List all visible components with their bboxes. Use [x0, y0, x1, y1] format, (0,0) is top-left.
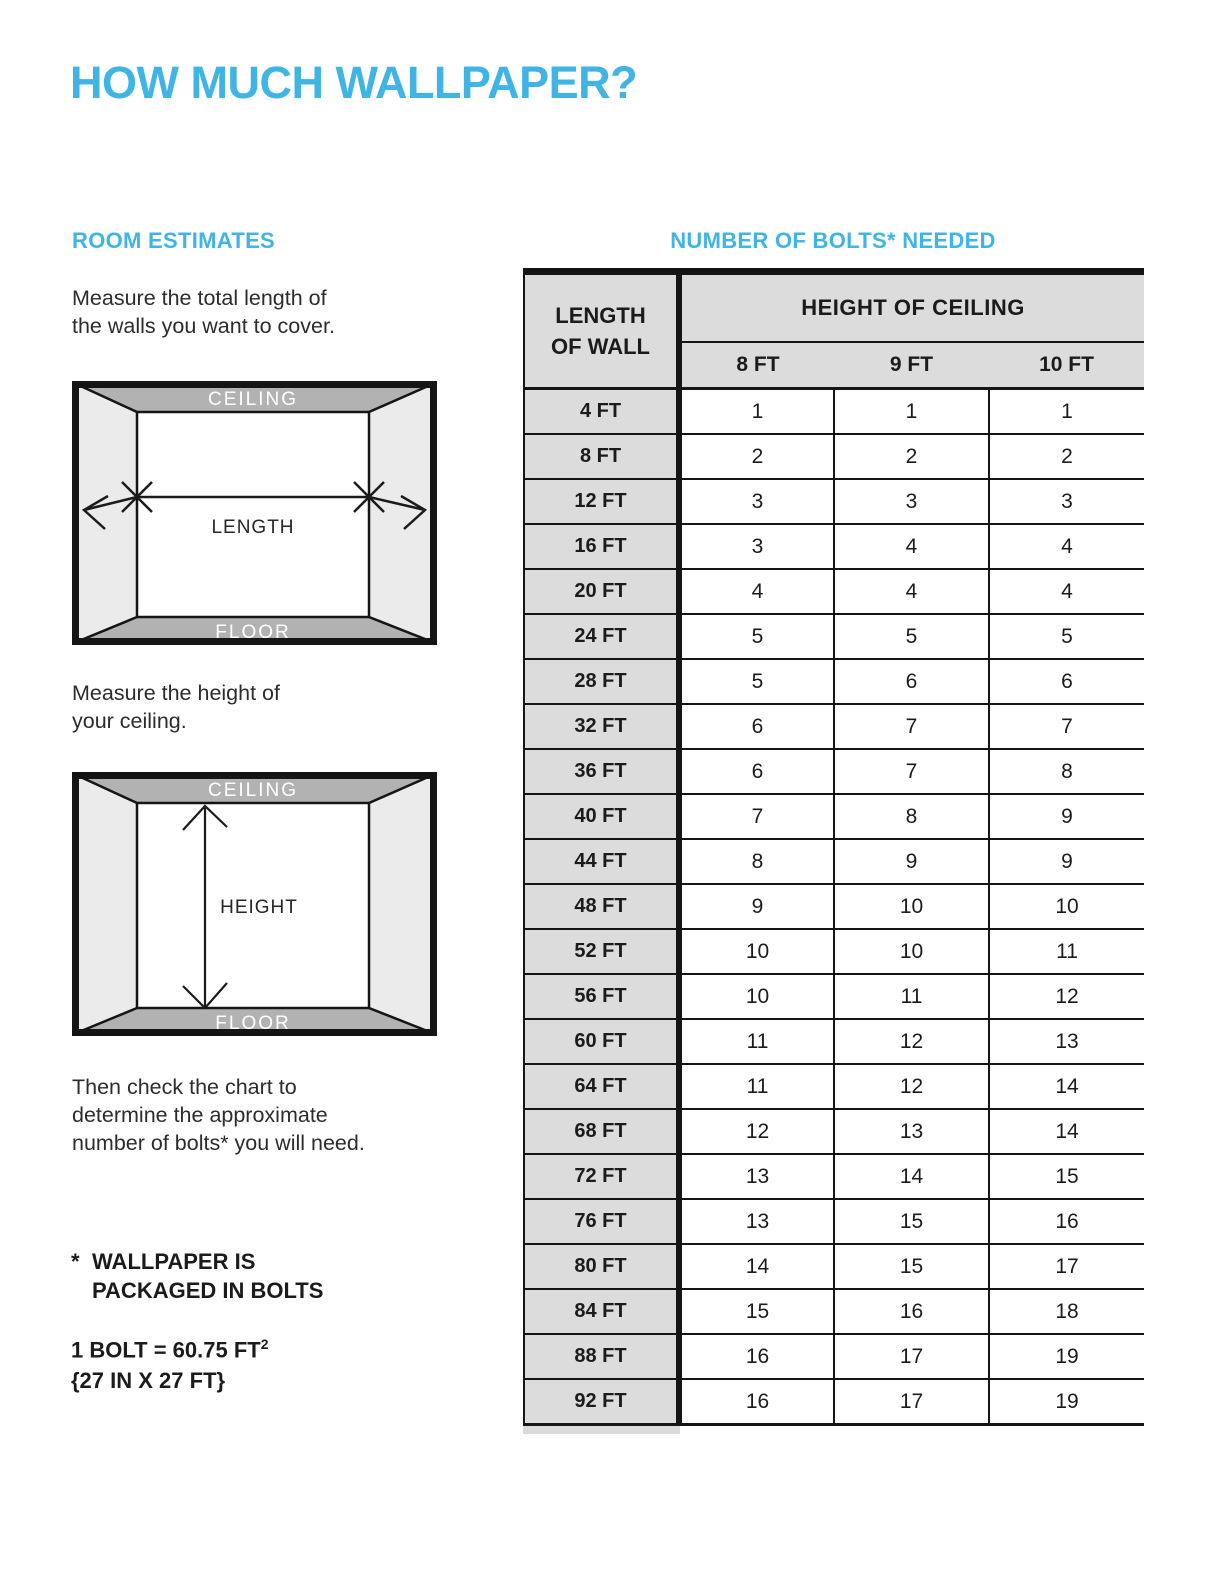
table-row: [524, 1109, 1144, 1154]
table-row: [524, 1019, 1144, 1064]
bolt-equation-text: 1 BOLT = 60.75 FT: [71, 1337, 261, 1363]
bolts-cell: 14: [679, 1244, 834, 1289]
wall-length-cell: 60 FT: [524, 1019, 679, 1064]
bolts-cell: 10: [679, 974, 834, 1019]
bolts-cell: 18: [989, 1289, 1144, 1334]
bolts-cell: 8: [989, 749, 1144, 794]
floor-label: FLOOR: [215, 622, 291, 643]
footnote-line: WALLPAPER IS: [92, 1249, 256, 1274]
bolts-cell: 14: [989, 1064, 1144, 1109]
bolts-cell: 12: [989, 974, 1144, 1019]
table-row: [524, 1379, 1144, 1425]
wall-length-cell: 56 FT: [524, 974, 679, 1019]
table-row: [524, 1064, 1144, 1109]
wall-length-cell: 64 FT: [524, 1064, 679, 1109]
left-wall-surface: [72, 772, 137, 1036]
wall-length-cell: 80 FT: [524, 1244, 679, 1289]
table-row: [524, 1154, 1144, 1199]
bolts-cell: 19: [989, 1379, 1144, 1425]
table-row: [524, 479, 1144, 524]
bolts-cell: 4: [834, 569, 989, 614]
wall-length-cell: 76 FT: [524, 1199, 679, 1244]
back-wall-surface: [137, 412, 369, 617]
bolts-cell: 3: [679, 524, 834, 569]
wall-length-cell: 72 FT: [524, 1154, 679, 1199]
table-row: [524, 974, 1144, 1019]
bolts-cell: 3: [834, 479, 989, 524]
room-estimates-heading: ROOM ESTIMATES: [72, 228, 276, 253]
bolts-cell: 13: [679, 1154, 834, 1199]
table-left-column-shadow: [523, 1426, 680, 1434]
bolts-cell: 12: [679, 1109, 834, 1154]
bolts-cell: 15: [834, 1244, 989, 1289]
bolts-cell: 17: [834, 1334, 989, 1379]
table-row: [524, 929, 1144, 974]
bolts-cell: 9: [834, 839, 989, 884]
wall-length-cell: 84 FT: [524, 1289, 679, 1334]
bolts-cell: 4: [989, 569, 1144, 614]
bolts-cell: 13: [834, 1109, 989, 1154]
bolts-cell: 16: [679, 1379, 834, 1425]
table-row: [524, 1334, 1144, 1379]
bolts-cell: 3: [679, 479, 834, 524]
wall-length-cell: 8 FT: [524, 434, 679, 479]
ceiling-label: CEILING: [207, 389, 299, 410]
bolts-cell: 10: [834, 929, 989, 974]
bolts-cell: 2: [679, 434, 834, 479]
bolts-cell: 11: [989, 929, 1144, 974]
table-row: [524, 614, 1144, 659]
table-row: [524, 839, 1144, 884]
bolts-cell: 15: [989, 1154, 1144, 1199]
asterisk: *: [71, 1249, 80, 1274]
length-label: LENGTH: [211, 517, 295, 538]
wall-length-cell: 20 FT: [524, 569, 679, 614]
instruction-line: number of bolts* you will need.: [72, 1131, 365, 1155]
wall-length-cell: 88 FT: [524, 1334, 679, 1379]
bolts-cell: 10: [834, 884, 989, 929]
bolts-cell: 8: [679, 839, 834, 884]
bolts-cell: 6: [834, 659, 989, 704]
page-title: HOW MUCH WALLPAPER?: [70, 57, 638, 108]
room-height-diagram: [72, 772, 437, 1036]
bolts-cell: 6: [989, 659, 1144, 704]
wall-length-cell: 52 FT: [524, 929, 679, 974]
bolts-cell: 16: [834, 1289, 989, 1334]
wall-length-cell: 44 FT: [524, 839, 679, 884]
bolts-cell: 1: [989, 389, 1144, 435]
table-row: [524, 794, 1144, 839]
height-of-ceiling-header: HEIGHT OF CEILING: [679, 272, 1144, 343]
wall-length-cell: 36 FT: [524, 749, 679, 794]
bolts-cell: 2: [834, 434, 989, 479]
ceiling-height-column-header: 9 FT: [834, 342, 989, 389]
bolts-cell: 12: [834, 1019, 989, 1064]
bolts-cell: 17: [834, 1379, 989, 1425]
instruction-line: Then check the chart to: [72, 1075, 297, 1099]
footnote-line: PACKAGED IN BOLTS: [92, 1278, 324, 1303]
ceiling-label: CEILING: [207, 780, 299, 801]
table-header-row: [524, 272, 1144, 343]
table-row: [524, 884, 1144, 929]
bolts-cell: 19: [989, 1334, 1144, 1379]
bolts-cell: 7: [989, 704, 1144, 749]
bolts-cell: 11: [679, 1019, 834, 1064]
bolts-footnote: [71, 1247, 323, 1305]
bolts-cell: 10: [679, 929, 834, 974]
bolts-cell: 9: [679, 884, 834, 929]
height-label: HEIGHT: [220, 897, 298, 918]
bolts-cell: 1: [679, 389, 834, 435]
measure-height-instruction: [72, 679, 280, 735]
bolts-cell: 11: [679, 1064, 834, 1109]
bolts-cell: 17: [989, 1244, 1144, 1289]
right-wall-surface: [369, 381, 437, 645]
bolts-cell: 10: [989, 884, 1144, 929]
table-row: [524, 1199, 1144, 1244]
table-row: [524, 569, 1144, 614]
wall-length-cell: 92 FT: [524, 1379, 679, 1425]
bolts-cell: 5: [679, 614, 834, 659]
wall-length-cell: 12 FT: [524, 479, 679, 524]
instruction-line: your ceiling.: [72, 709, 187, 733]
instruction-line: Measure the total length of: [72, 286, 327, 310]
instruction-line: Measure the height of: [72, 681, 280, 705]
bolts-cell: 7: [834, 749, 989, 794]
instruction-line: determine the approximate: [72, 1103, 328, 1127]
floor-label: FLOOR: [215, 1013, 291, 1034]
bolt-equation-superscript: 2: [260, 1336, 269, 1352]
bolts-cell: 6: [679, 749, 834, 794]
bolts-cell: 4: [989, 524, 1144, 569]
ceiling-height-column-header: 8 FT: [679, 342, 834, 389]
bolts-cell: 16: [679, 1334, 834, 1379]
bolts-cell: 16: [989, 1199, 1144, 1244]
bolts-cell: 2: [989, 434, 1144, 479]
wall-length-cell: 24 FT: [524, 614, 679, 659]
wall-length-cell: 40 FT: [524, 794, 679, 839]
wall-length-cell: 28 FT: [524, 659, 679, 704]
bolts-cell: 12: [834, 1064, 989, 1109]
bolt-dimensions: {27 IN X 27 FT}: [71, 1368, 226, 1394]
bolts-cell: 6: [679, 704, 834, 749]
wall-length-cell: 16 FT: [524, 524, 679, 569]
bolts-cell: 14: [834, 1154, 989, 1199]
bolts-cell: 7: [679, 794, 834, 839]
length-of-wall-line: OF WALL: [551, 334, 650, 359]
bolts-cell: 4: [679, 569, 834, 614]
bolts-cell: 4: [834, 524, 989, 569]
bolts-cell: 15: [679, 1289, 834, 1334]
bolts-cell: 15: [834, 1199, 989, 1244]
wall-length-cell: 48 FT: [524, 884, 679, 929]
bolts-cell: 5: [834, 614, 989, 659]
bolts-cell: 13: [989, 1019, 1144, 1064]
wall-length-cell: 68 FT: [524, 1109, 679, 1154]
measure-length-instruction: [72, 284, 335, 340]
table-row: [524, 434, 1144, 479]
wall-length-cell: 4 FT: [524, 389, 679, 435]
table-row: [524, 1289, 1144, 1334]
table-row: [524, 1244, 1144, 1289]
bolts-table: [523, 268, 1144, 1426]
bolts-cell: 14: [989, 1109, 1144, 1154]
table-row: [524, 389, 1144, 435]
bolt-equation: [71, 1329, 269, 1365]
table-row: [524, 749, 1144, 794]
bolts-table-heading: NUMBER OF BOLTS* NEEDED: [670, 228, 996, 253]
right-wall-surface: [369, 772, 437, 1036]
bolts-cell: 3: [989, 479, 1144, 524]
bolts-cell: 7: [834, 704, 989, 749]
room-length-diagram: [72, 381, 437, 645]
wall-length-cell: 32 FT: [524, 704, 679, 749]
length-of-wall-line: LENGTH: [555, 303, 646, 328]
table-row: [524, 704, 1144, 749]
bolts-cell: 11: [834, 974, 989, 1019]
ceiling-height-column-header: 10 FT: [989, 342, 1144, 389]
bolts-cell: 5: [989, 614, 1144, 659]
bolts-cell: 1: [834, 389, 989, 435]
table-row: [524, 659, 1144, 704]
bolt-size-info: [71, 1329, 269, 1396]
check-chart-instruction: [72, 1073, 365, 1157]
length-of-wall-header: [524, 272, 679, 389]
table-row: [524, 524, 1144, 569]
left-wall-surface: [72, 381, 137, 645]
bolts-cell: 5: [679, 659, 834, 704]
bolts-cell: 8: [834, 794, 989, 839]
bolts-table-container: [523, 268, 1143, 1426]
bolts-cell: 9: [989, 794, 1144, 839]
bolts-cell: 9: [989, 839, 1144, 884]
bolts-cell: 13: [679, 1199, 834, 1244]
instruction-line: the walls you want to cover.: [72, 314, 335, 338]
